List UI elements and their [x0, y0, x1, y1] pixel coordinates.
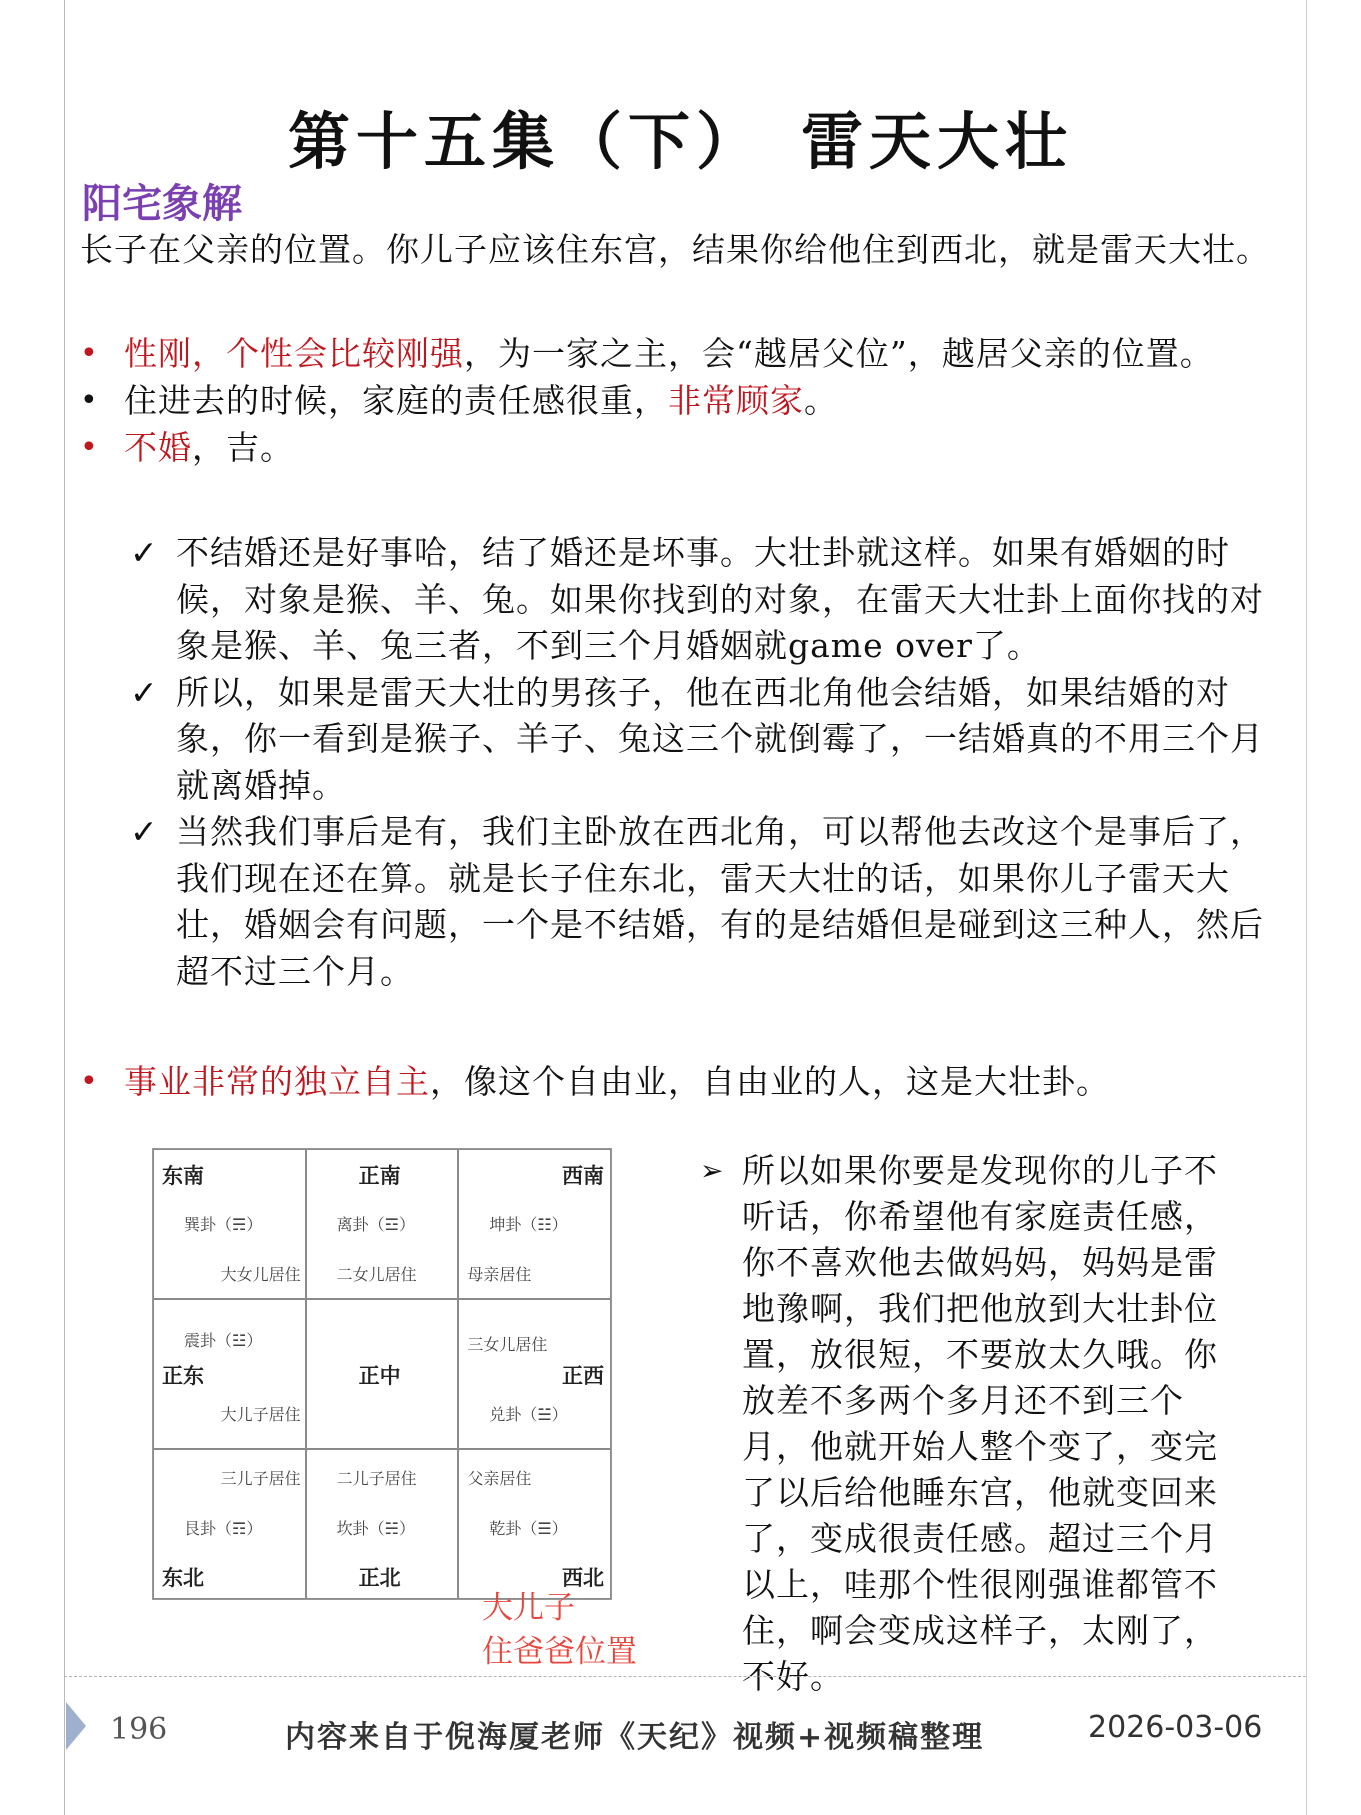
- resident-label: 二儿子居住: [336, 1469, 417, 1488]
- bullet-emphasis: 不婚: [124, 428, 192, 467]
- check-text: 不结婚还是好事哈，结了婚还是坏事。大壮卦就这样。如果有婚姻的时候，对象是猴、羊、兔。如果你找到的对象，在雷天大壮卦上面你找的对象是猴、羊、兔三者，不到三个月婚姻就game over了。: [176, 533, 1264, 665]
- grid-cell-east: [153, 1299, 306, 1449]
- direction-label: 正南: [358, 1164, 401, 1188]
- grid-cell-south: [306, 1149, 459, 1299]
- check-item: [130, 530, 1290, 670]
- bullet-dot: •: [80, 1064, 99, 1099]
- check-text: 当然我们事后是有，我们主卧放在西北角，可以帮他去改这个是事后了，我们现在还在算。就是长子住东北，雷天大壮的话，如果你儿子雷天大壮，婚姻会有问题，一个是不结婚，有的是结婚但是碰到这三种人，然后超不过三个月。: [176, 812, 1264, 991]
- check-icon: ✓: [130, 812, 159, 851]
- check-icon: ✓: [130, 533, 159, 572]
- direction-label: 东北: [162, 1566, 204, 1590]
- bullet-item: [78, 424, 1278, 471]
- trigram-label: 坤卦（☷）: [489, 1215, 568, 1234]
- trigram-label: 巽卦（☴）: [184, 1215, 263, 1234]
- bullet-text: ，为一家之主，会“越居父位”，越居父亲的位置。: [464, 334, 1214, 373]
- bullet-item: [78, 1058, 1278, 1105]
- direction-label: 东南: [162, 1164, 204, 1188]
- nav-arrow-icon: [66, 1702, 86, 1750]
- check-item: [130, 670, 1290, 810]
- bullet-item: [78, 377, 1278, 424]
- footer-date: 2026-03-06: [1088, 1710, 1263, 1745]
- direction-label: 西北: [562, 1566, 604, 1590]
- check-list: [130, 530, 1290, 995]
- bullet-text: 。: [804, 381, 838, 420]
- grid-cell-southwest: [458, 1149, 611, 1299]
- red-annotation: [482, 1586, 637, 1674]
- bullet-dot: •: [80, 336, 99, 371]
- bullet-text: ，吉。: [192, 428, 294, 467]
- direction-label: 正中: [358, 1364, 401, 1388]
- resident-label: 大儿子居住: [220, 1405, 301, 1424]
- bullet-text: ，像这个自由业，自由业的人，这是大壮卦。: [430, 1062, 1110, 1101]
- grid-cell-northeast: [153, 1449, 306, 1599]
- resident-label: 三女儿居住: [467, 1335, 548, 1354]
- bullet-emphasis: 非常顾家: [668, 381, 804, 420]
- intro-paragraph: 长子在父亲的位置。你儿子应该住东宫，结果你给他住到西北，就是雷天大壮。: [80, 230, 1270, 269]
- trigram-label: 离卦（☲）: [336, 1215, 416, 1234]
- resident-label: 二女儿居住: [336, 1265, 417, 1284]
- footer-divider: [64, 1676, 1306, 1677]
- check-text: 所以，如果是雷天大壮的男孩子，他在西北角他会结婚，如果结婚的对象，你一看到是猴子、羊子、兔这三个就倒霉了，一结婚真的不用三个月就离婚掉。: [176, 672, 1264, 805]
- arrow-list: [700, 1148, 1250, 1700]
- arrow-text: 所以如果你要是发现你的儿子不听话，你希望他有家庭责任感，你不喜欢他去做妈妈，妈妈是雷地豫啊，我们把他放到大壮卦位置，放很短，不要放太久哦。你放差不多两个多月还不到三个月，他就开始人整个变了，变完了以后给他睡东宫，他就变回来了，变成很责任感。超过三个月以上，哇那个性很刚强谁都管不住，啊会变成这样子，太刚了，不好。: [742, 1151, 1218, 1696]
- grid-cell-center: [306, 1299, 459, 1449]
- bullet-text: 住进去的时候，家庭的责任感很重，: [124, 381, 668, 420]
- grid-cell-west: [458, 1299, 611, 1449]
- grid-cell-northwest: [458, 1449, 611, 1599]
- page-number: 196: [110, 1712, 168, 1747]
- resident-label: 父亲居住: [467, 1469, 532, 1488]
- trigram-label: 兑卦（☱）: [489, 1405, 568, 1424]
- direction-label: 正西: [562, 1364, 604, 1388]
- annotation-line: 大儿子: [482, 1590, 575, 1626]
- direction-label: 西南: [562, 1164, 604, 1188]
- resident-label: 三儿子居住: [220, 1469, 301, 1488]
- bullet-list: [78, 330, 1278, 471]
- grid-cell-north: [306, 1449, 459, 1599]
- check-icon: ✓: [130, 672, 159, 712]
- trigram-label: 坎卦（☵）: [336, 1519, 416, 1538]
- arrow-item: [700, 1148, 1250, 1700]
- bullet-list-career: [78, 1058, 1278, 1105]
- bullet-emphasis: 性刚，个性会比较刚强: [124, 334, 464, 373]
- trigram-label: 震卦（☳）: [184, 1331, 263, 1350]
- section-heading: 阳宅象解: [82, 180, 242, 227]
- bagua-house-grid: [152, 1148, 612, 1600]
- bullet-item: [78, 330, 1278, 377]
- resident-label: 母亲居住: [467, 1265, 532, 1284]
- direction-label: 正北: [358, 1566, 401, 1590]
- trigram-label: 艮卦（☶）: [184, 1519, 263, 1538]
- trigram-label: 乾卦（☰）: [489, 1519, 568, 1538]
- bullet-dot: •: [80, 430, 99, 465]
- check-item: [130, 809, 1290, 995]
- grid-cell-southeast: [153, 1149, 306, 1299]
- arrow-right-icon: ➢: [700, 1154, 725, 1187]
- bullet-dot: •: [80, 383, 99, 418]
- page-title: 第十五集（下） 雷天大壮: [287, 105, 1073, 178]
- direction-label: 正东: [162, 1364, 204, 1388]
- annotation-line: 住爸爸位置: [482, 1634, 637, 1670]
- page-left-rule: [64, 0, 65, 1815]
- source-credit: 内容来自于倪海厦老师《天纪》视频+视频稿整理: [285, 1720, 985, 1755]
- bullet-emphasis: 事业非常的独立自主: [124, 1062, 430, 1101]
- resident-label: 大女儿居住: [220, 1265, 301, 1284]
- page-right-rule: [1306, 0, 1307, 1815]
